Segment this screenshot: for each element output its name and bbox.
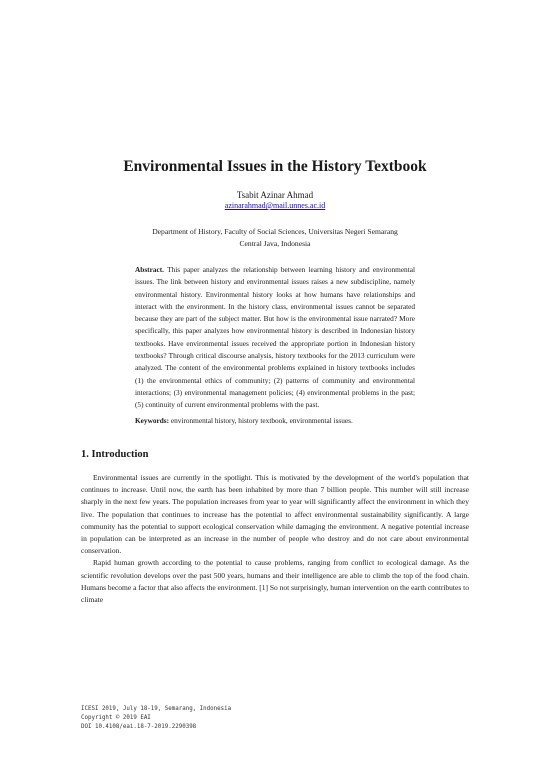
- affiliation: [0, 226, 550, 249]
- footer-copyright: Copyright © 2019 EAI: [81, 715, 151, 722]
- footer-conference: ICESI 2019, July 18-19, Semarang, Indonesia: [81, 706, 232, 712]
- paper-title: Environmental Issues in the History Textbook: [123, 158, 427, 175]
- footer-doi: DOI 10.4108/eai.18-7-2019.2290398: [81, 724, 197, 731]
- abstract-text: This paper analyzes the relationship between learning history and environmental issues. The link between history and environmental issues raises a new subdiscipline, namely environmental history. Environmental history looks at how humans have relationships and interact with the environment. In the history class, environmental issues cannot be separated because they are part of the subject matter. But how is the environmental issue narrated? More specifically, this paper analyzes how environmental history is described in Indonesian history textbooks. Have environmental issues received the appropriate portion in Indonesian history textbooks? Through critical discourse analysis, history textbooks for the 2013 curriculum were analyzed. The content of the environmental problems explained in history textbooks includes (1) the environmental ethics of community; (2) patterns of community and environmental interactions; (3) environmental management policies; (4) environmental problems in the past; (5) continuity of current environmental problems with the past.: [135, 265, 415, 410]
- abstract: [135, 264, 415, 412]
- author-name: Tsabit Azinar Ahmad: [236, 190, 314, 200]
- body-paragraph: Environmental issues are currently in the spotlight. This is motivated by the development of the world's population that continues to increase. Until now, the earth has been inhabited by more than 7 billion people. This number will still increase sharply in the next few years. The population increases from year to year will significantly affect the environment in which they live. The population that continues to increase has the potential to affect environmental sustainability significantly. A large community has the potential to support ecological conservation while damaging the environment. A negative potential increase in population can be interpreted as an increase in the number of people who destroy and do not care about environmental conservation.: [81, 473, 469, 556]
- affiliation-line: Central Java, Indonesia: [239, 238, 311, 248]
- body-paragraph: Rapid human growth according to the potential to cause problems, ranging from conflict to ecological damage. As the scientific revolution develops over the past 500 years, humans and their intelligence are able to climb the top of the food chain. Humans become a factor that also affects the environment. [1] So not surprisingly, human intervention on the earth contributes to climate: [81, 558, 469, 605]
- affiliation-line: Department of History, Faculty of Social Sciences, Universitas Negeri Semarang: [152, 227, 398, 236]
- keywords-label: Keywords:: [135, 416, 170, 425]
- page-footer: [81, 705, 231, 733]
- section-heading-introduction: 1. Introduction: [81, 449, 149, 460]
- introduction-body: [81, 472, 469, 606]
- keywords: [135, 415, 415, 427]
- abstract-label: Abstract.: [135, 265, 164, 274]
- keywords-text: environmental history, history textbook, environmental issues.: [170, 416, 353, 425]
- author-email-link[interactable]: azinarahmad@mail.unnes.ac.id: [224, 201, 326, 210]
